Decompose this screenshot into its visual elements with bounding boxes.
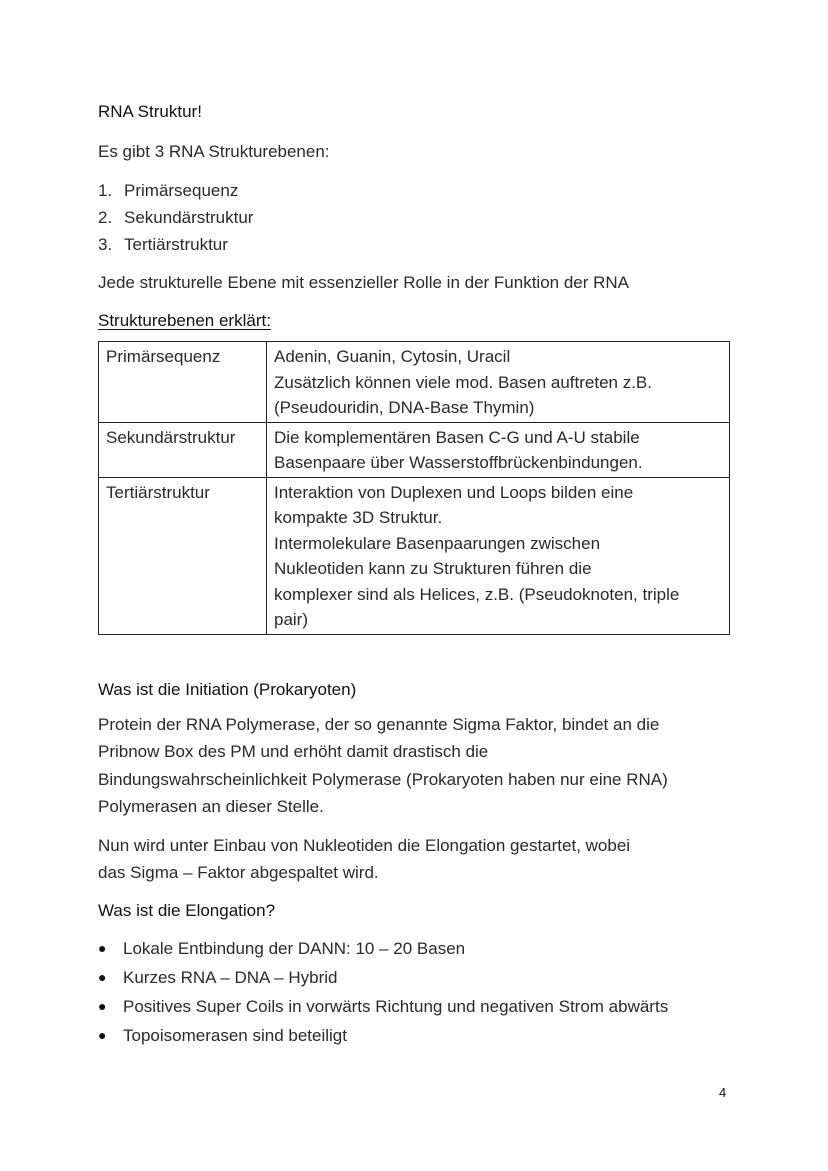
- page-number: 4: [719, 1085, 727, 1100]
- heading-strukturebenen: Strukturebenen erklärt:: [98, 311, 271, 330]
- table-description: Die komplementären Basen C-G und A-U stabile Basenpaare über Wasserstoffbrückenbindungen.: [267, 422, 730, 477]
- list-item: 2. Sekundärstruktur: [98, 207, 254, 227]
- table-row: [99, 342, 730, 423]
- initiation-paragraph: Protein der RNA Polymerase, der so genannte Sigma Faktor, bindet an die Pribnow Box des PM und erhöht damit drastisch die Bindungswahrscheinlichkeit Polymerase (Prokaryoten haben nur eine RNA) Polymerasen an dieser Stelle.: [98, 714, 668, 816]
- list-item: ● Kurzes RNA – DNA – Hybrid: [98, 963, 730, 992]
- elongation-bullets: [98, 934, 730, 1050]
- table-description: Adenin, Guanin, Cytosin, Uracil Zusätzlich können viele mod. Basen auftreten z.B. (Pseudouridin, DNA-Base Thymin): [267, 342, 730, 423]
- table-description: Interaktion von Duplexen und Loops bilden eine kompakte 3D Struktur. Intermolekulare Basenpaarungen zwischen Nukleotiden kann zu Strukturen führen die komplexer sind als Helices, z.B. (Pseudoknoten, triple pair): [267, 477, 730, 634]
- list-item: ● Positives Super Coils in vorwärts Richtung und negativen Strom abwärts: [98, 992, 730, 1021]
- elongation-start-paragraph: Nun wird unter Einbau von Nukleotiden die Elongation gestartet, wobei das Sigma – Faktor abgespaltet wird.: [98, 835, 631, 882]
- table-term: Sekundärstruktur: [99, 422, 267, 477]
- heading-initiation: Was ist die Initiation (Prokaryoten): [98, 679, 357, 699]
- bullet-icon: ●: [98, 968, 107, 985]
- page-content: [98, 101, 730, 1050]
- list-item: 1. Primärsequenz: [98, 180, 239, 200]
- heading-rna-struktur: RNA Struktur!: [98, 102, 202, 121]
- table-row: [99, 477, 730, 634]
- table-term: Primärsequenz: [99, 342, 267, 423]
- bullet-icon: ●: [98, 997, 107, 1014]
- heading-elongation: Was ist die Elongation?: [98, 900, 276, 920]
- list-item: ● Lokale Entbindung der DANN: 10 – 20 Basen: [98, 934, 730, 963]
- bullet-icon: ●: [98, 1026, 107, 1043]
- table-term: Tertiärstruktur: [99, 477, 267, 634]
- list-item: 3. Tertiärstruktur: [98, 234, 228, 254]
- structure-table: [98, 341, 730, 635]
- table-row: [99, 422, 730, 477]
- structure-levels-list: [98, 177, 730, 258]
- bullet-icon: ●: [98, 939, 107, 956]
- intro-text: Es gibt 3 RNA Strukturebenen:: [98, 142, 330, 161]
- summary-text: Jede strukturelle Ebene mit essenzieller Rolle in der Funktion der RNA: [98, 272, 630, 292]
- list-item: ● Topoisomerasen sind beteiligt: [98, 1021, 730, 1050]
